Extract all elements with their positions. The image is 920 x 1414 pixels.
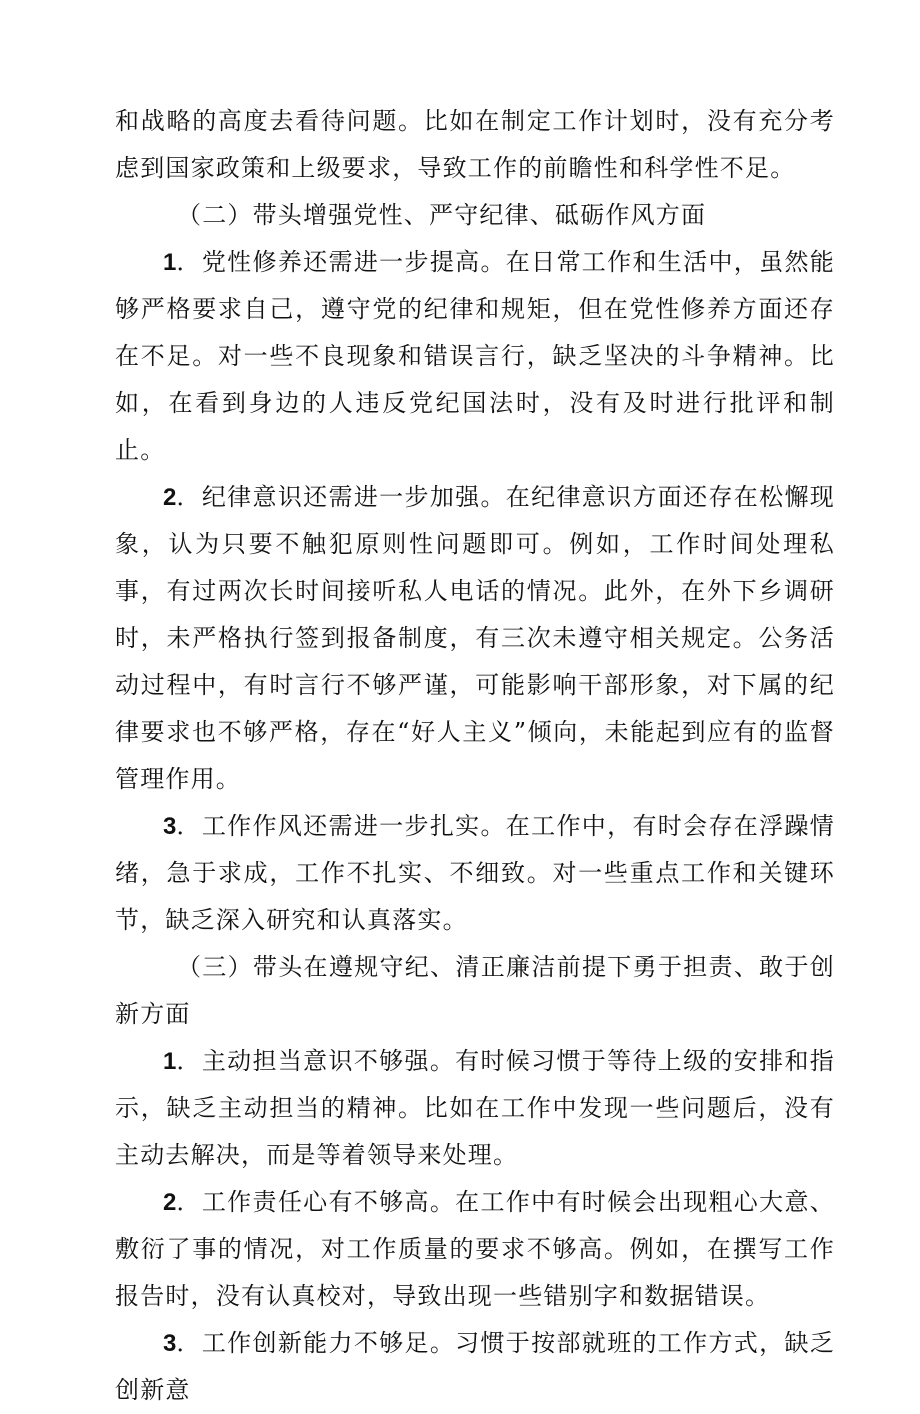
paragraph-text: ．工作作风还需进一步扎实。在工作中，有时会存在浮躁情绪，急于求成，工作不扎实、不细致。对一些重点工作和关键环节，缺乏深入研究和认真落实。 [115, 812, 835, 934]
paragraph-text: ．党性修养还需进一步提高。在日常工作和生活中，虽然能够严格要求自己，遵守党的纪律和规矩，但在党性修养方面还存在不足。对一些不良现象和错误言行，缺乏坚决的斗争精神。比如，在看到身边的人违反党纪国法时，没有及时进行批评和制止。 [115, 248, 835, 464]
list-item-2-1 [115, 239, 835, 474]
item-number: 1 [163, 249, 177, 276]
list-item-2-2 [115, 474, 835, 803]
item-number: 3 [163, 1330, 177, 1357]
paragraph-text: ．工作责任心有不够高。在工作中有时候会出现粗心大意、敷衍了事的情况，对工作质量的要求不够高。例如，在撰写工作报告时，没有认真校对，导致出现一些错别字和数据错误。 [115, 1188, 835, 1310]
item-number: 2 [163, 1189, 177, 1216]
heading-text: （二）带头增强党性、严守纪律、砥砺作风方面 [177, 201, 707, 229]
list-item-3-1 [115, 1038, 835, 1179]
document-body [115, 98, 835, 1414]
paragraph-text: 和战略的高度去看待问题。比如在制定工作计划时，没有充分考虑到国家政策和上级要求，导致工作的前瞻性和科学性不足。 [115, 107, 835, 182]
item-number: 3 [163, 813, 177, 840]
item-number: 2 [163, 484, 177, 511]
item-number: 1 [163, 1048, 177, 1075]
paragraph-continuation [115, 98, 835, 192]
list-item-3-3 [115, 1320, 835, 1414]
section-heading-2 [115, 192, 835, 239]
list-item-2-3 [115, 803, 835, 944]
heading-text: （三）带头在遵规守纪、清正廉洁前提下勇于担责、敢于创新方面 [115, 953, 835, 1028]
paragraph-text: ．纪律意识还需进一步加强。在纪律意识方面还存在松懈现象，认为只要不触犯原则性问题即可。例如，工作时间处理私事，有过两次长时间接听私人电话的情况。此外，在外下乡调研时，未严格执行签到报备制度，有三次未遵守相关规定。公务活动过程中，有时言行不够严谨，可能影响干部形象，对下属的纪律要求也不够严格，存在“好人主义”倾向，未能起到应有的监督管理作用。 [115, 483, 835, 793]
paragraph-text: ．工作创新能力不够足。习惯于按部就班的工作方式，缺乏创新意 [115, 1329, 835, 1404]
list-item-3-2 [115, 1179, 835, 1320]
paragraph-text: ．主动担当意识不够强。有时候习惯于等待上级的安排和指示，缺乏主动担当的精神。比如在工作中发现一些问题后，没有主动去解决，而是等着领导来处理。 [115, 1047, 835, 1169]
section-heading-3 [115, 944, 835, 1038]
